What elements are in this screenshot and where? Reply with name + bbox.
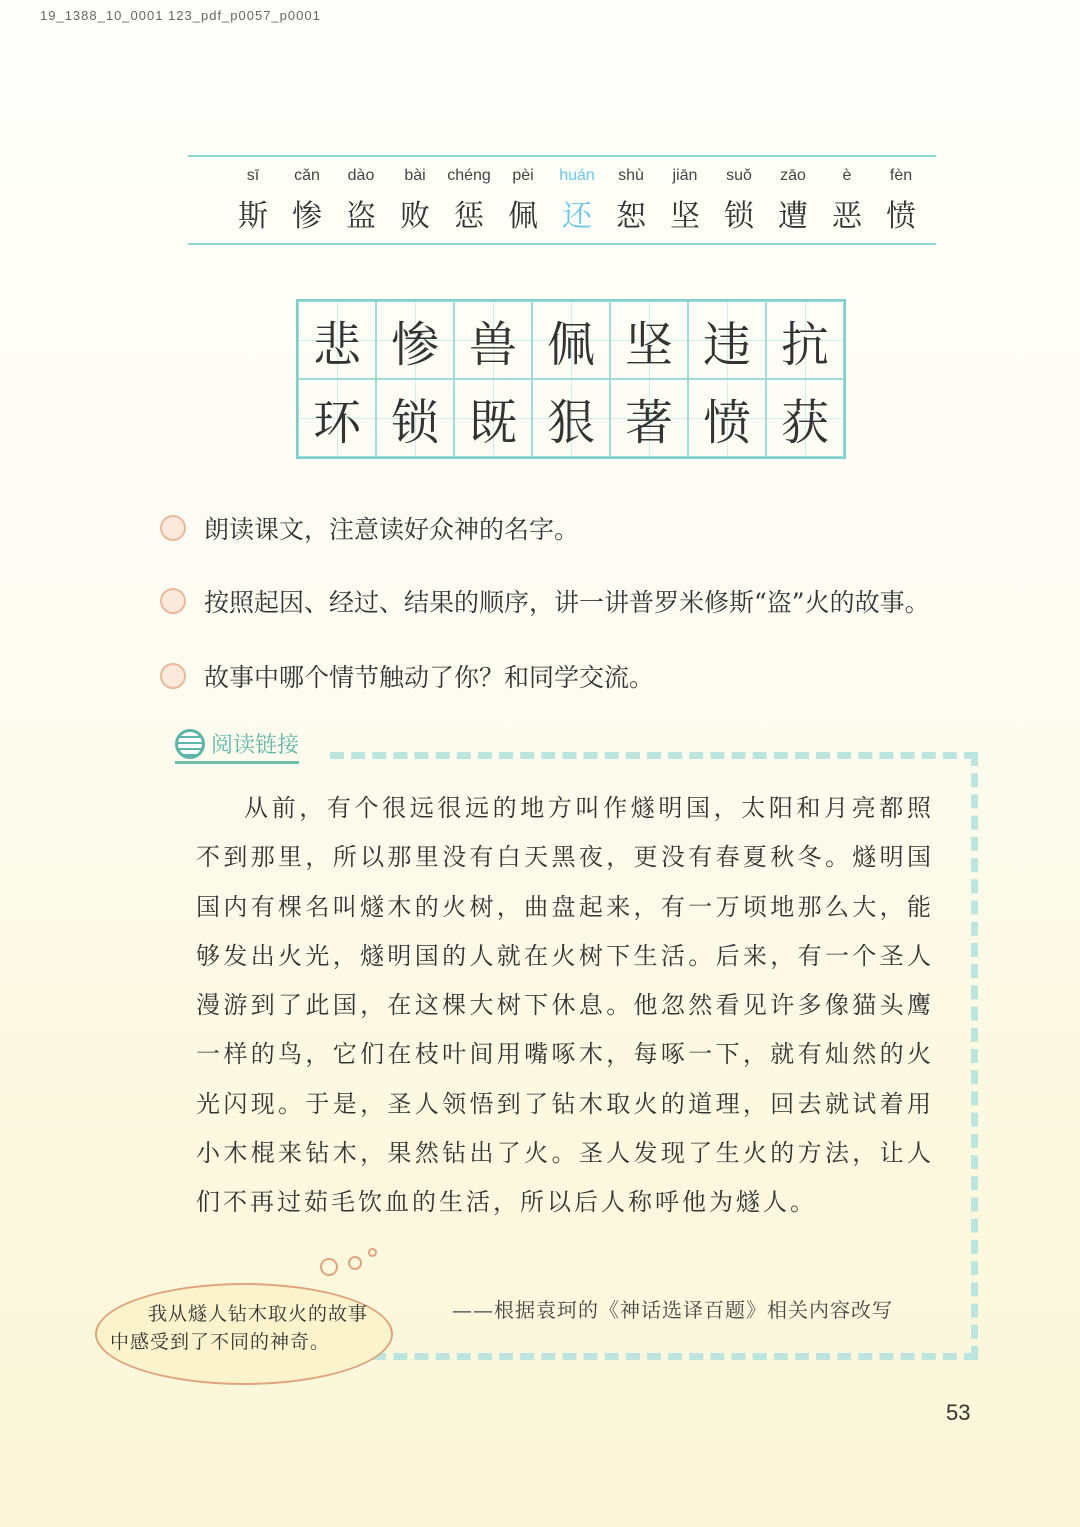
bullet-icon (160, 663, 186, 689)
task-text: 朗读课文，注意读好众神的名字。 (204, 515, 580, 544)
vocab-word (280, 167, 334, 235)
hanzi: 惨 (292, 199, 322, 234)
hanzi: 佩 (508, 199, 538, 234)
hanzi: 坚 (670, 199, 700, 234)
pinyin: huán (559, 167, 595, 184)
pinyin: zāo (780, 167, 806, 184)
book-icon (175, 729, 205, 759)
vocab-word (820, 167, 874, 235)
story-source: ——根据袁珂的《神话选译百题》相关内容改写 (452, 1298, 893, 1322)
speech-bubble-text: 我从燧人钻木取火的故事中感受到了不同的神奇。 (110, 1303, 369, 1353)
bullet-icon (160, 588, 186, 614)
task-text: 按照起因、经过、结果的顺序，讲一讲普罗米修斯“盗”火的故事。 (204, 588, 930, 617)
hanzi: 斯 (238, 199, 268, 234)
vocab-word (874, 167, 928, 235)
pinyin-vocab-band (188, 155, 936, 245)
task-item (160, 583, 930, 619)
pinyin: shù (618, 167, 644, 184)
vocab-word (334, 167, 388, 235)
pinyin: è (842, 167, 852, 184)
grid-char: 愤 (688, 379, 766, 457)
hanzi: 惩 (454, 199, 484, 234)
grid-char: 惨 (376, 301, 454, 379)
grid-char: 著 (610, 379, 688, 457)
reading-link-heading (175, 728, 299, 764)
task-item (160, 658, 654, 694)
hanzi: 恕 (616, 199, 646, 234)
task-text: 故事中哪个情节触动了你？和同学交流。 (204, 663, 655, 692)
thought-dot (320, 1258, 338, 1276)
reading-link-title: 阅读链接 (211, 733, 300, 758)
pinyin: bài (404, 167, 426, 184)
grid-char: 抗 (766, 301, 844, 379)
pinyin-row (226, 167, 928, 235)
hanzi: 盗 (346, 199, 376, 234)
vocab-word (766, 167, 820, 235)
thought-dot (368, 1248, 377, 1257)
grid-char: 获 (766, 379, 844, 457)
scan-header: 19_1388_10_0001 123_pdf_p0057_p0001 (40, 8, 321, 23)
pinyin: jiān (672, 167, 698, 184)
reading-link-story: 从前，有个很远很远的地方叫作燧明国，太阳和月亮都照不到那里，所以那里没有白天黑夜，更没有春夏秋冬。燧明国国内有棵名叫燧木的火树，曲盘起来，有一万顷地那么大，能够发出火光，燧明国的人就在火树下生活。后来，有一个圣人漫游到了此国，在这棵大树下休息。他忽然看见许多像猫头鹰一样的鸟，它们在枝叶间用嘴啄木，每啄一下，就有灿然的火光闪现。于是，圣人领悟到了钻木取火的道理，回去就试着用小木棍来钻木，果然钻出了火。圣人发现了生火的方法，让人们不再过茹毛饮血的生活，所以后人称呼他为燧人。 (196, 794, 934, 1217)
hanzi: 锁 (724, 199, 754, 234)
page-number: 53 (946, 1400, 971, 1425)
vocab-word (550, 167, 604, 235)
thought-dot (348, 1256, 362, 1270)
pinyin: pèi (512, 167, 534, 184)
grid-char: 坚 (610, 301, 688, 379)
hanzi: 败 (400, 199, 430, 234)
grid-char: 环 (298, 379, 376, 457)
pinyin: chéng (447, 167, 491, 184)
pinyin: fèn (889, 167, 913, 184)
grid-char: 狠 (532, 379, 610, 457)
grid-char: 佩 (532, 301, 610, 379)
pinyin: cǎn (294, 167, 320, 184)
task-item (160, 510, 579, 546)
grid-char: 违 (688, 301, 766, 379)
vocab-word (496, 167, 550, 235)
vocab-word (442, 167, 496, 235)
grid-char: 悲 (298, 301, 376, 379)
grid-char: 兽 (454, 301, 532, 379)
hanzi: 遭 (778, 199, 808, 234)
vocab-word (388, 167, 442, 235)
vocab-word (226, 167, 280, 235)
hanzi: 还 (562, 199, 592, 234)
grid-char: 锁 (376, 379, 454, 457)
hanzi: 愤 (886, 199, 916, 234)
vocab-word (712, 167, 766, 235)
writing-char-grid (296, 299, 846, 459)
hanzi: 恶 (832, 199, 862, 234)
pinyin: suǒ (726, 167, 752, 184)
bullet-icon (160, 515, 186, 541)
pinyin: dào (347, 167, 375, 184)
pinyin: sī (246, 167, 260, 184)
grid-char: 既 (454, 379, 532, 457)
vocab-word (604, 167, 658, 235)
vocab-word (658, 167, 712, 235)
